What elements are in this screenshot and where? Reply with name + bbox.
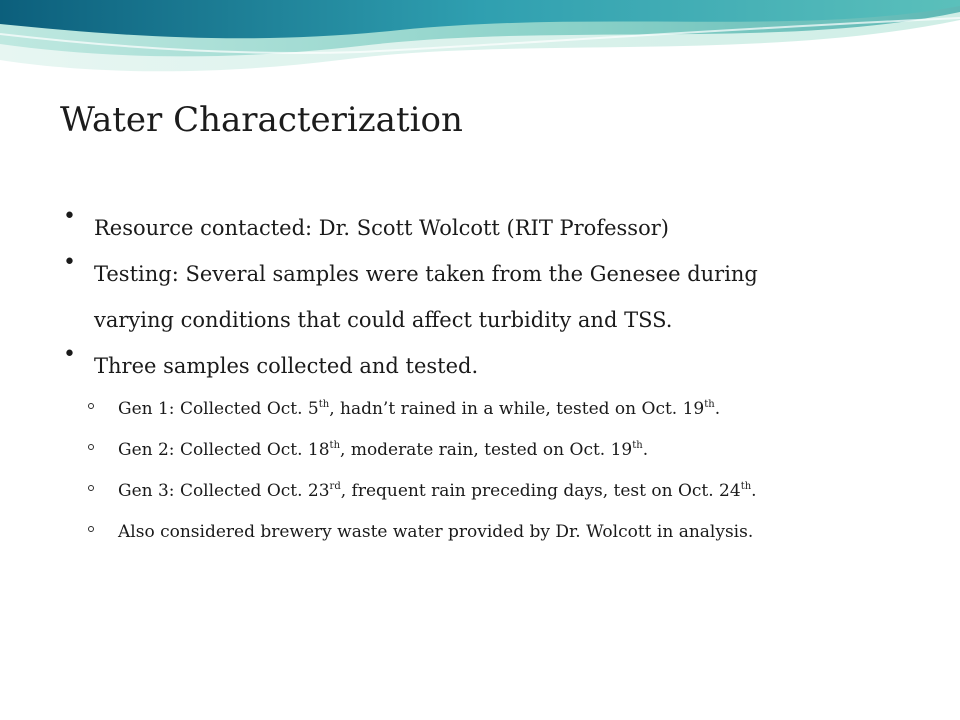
bullet-dot-icon: •	[63, 204, 76, 229]
bullet-text-line-2: varying conditions that could affect turbidity and TSS.	[94, 308, 673, 332]
hollow-circle-icon	[88, 444, 94, 450]
sub-bullet-text: Also considered brewery waste water provided by Dr. Wolcott in analysis.	[118, 522, 754, 542]
bullet-list	[60, 205, 940, 553]
sub-bullet-item	[88, 389, 940, 430]
bullet-text: Three samples collected and tested.	[94, 354, 479, 378]
sub-bullet-item	[88, 430, 940, 471]
bullet-item	[60, 205, 940, 251]
hollow-circle-icon	[88, 526, 94, 532]
sub-bullet-item	[88, 471, 940, 512]
hollow-circle-icon	[88, 485, 94, 491]
hollow-circle-icon	[88, 403, 94, 409]
bullet-item	[60, 343, 940, 389]
bullet-dot-icon: •	[63, 342, 76, 367]
bullet-text-line-1: Testing: Several samples were taken from the Genesee during	[94, 262, 758, 286]
sub-bullet-text: Gen 2: Collected Oct. 18th, moderate rain, tested on Oct. 19th.	[118, 440, 649, 460]
sub-bullet-text: Gen 1: Collected Oct. 5th, hadn’t rained in a while, tested on Oct. 19th.	[118, 399, 721, 419]
sub-bullet-text: Gen 3: Collected Oct. 23rd, frequent rain preceding days, test on Oct. 24th.	[118, 481, 757, 501]
bullet-dot-icon: •	[63, 250, 76, 275]
slide-title: Water Characterization	[60, 100, 463, 140]
bullet-text: Resource contacted: Dr. Scott Wolcott (RIT Professor)	[94, 216, 669, 240]
wave-banner	[0, 0, 960, 80]
bullet-item	[60, 251, 940, 343]
sub-bullet-item	[88, 512, 940, 553]
